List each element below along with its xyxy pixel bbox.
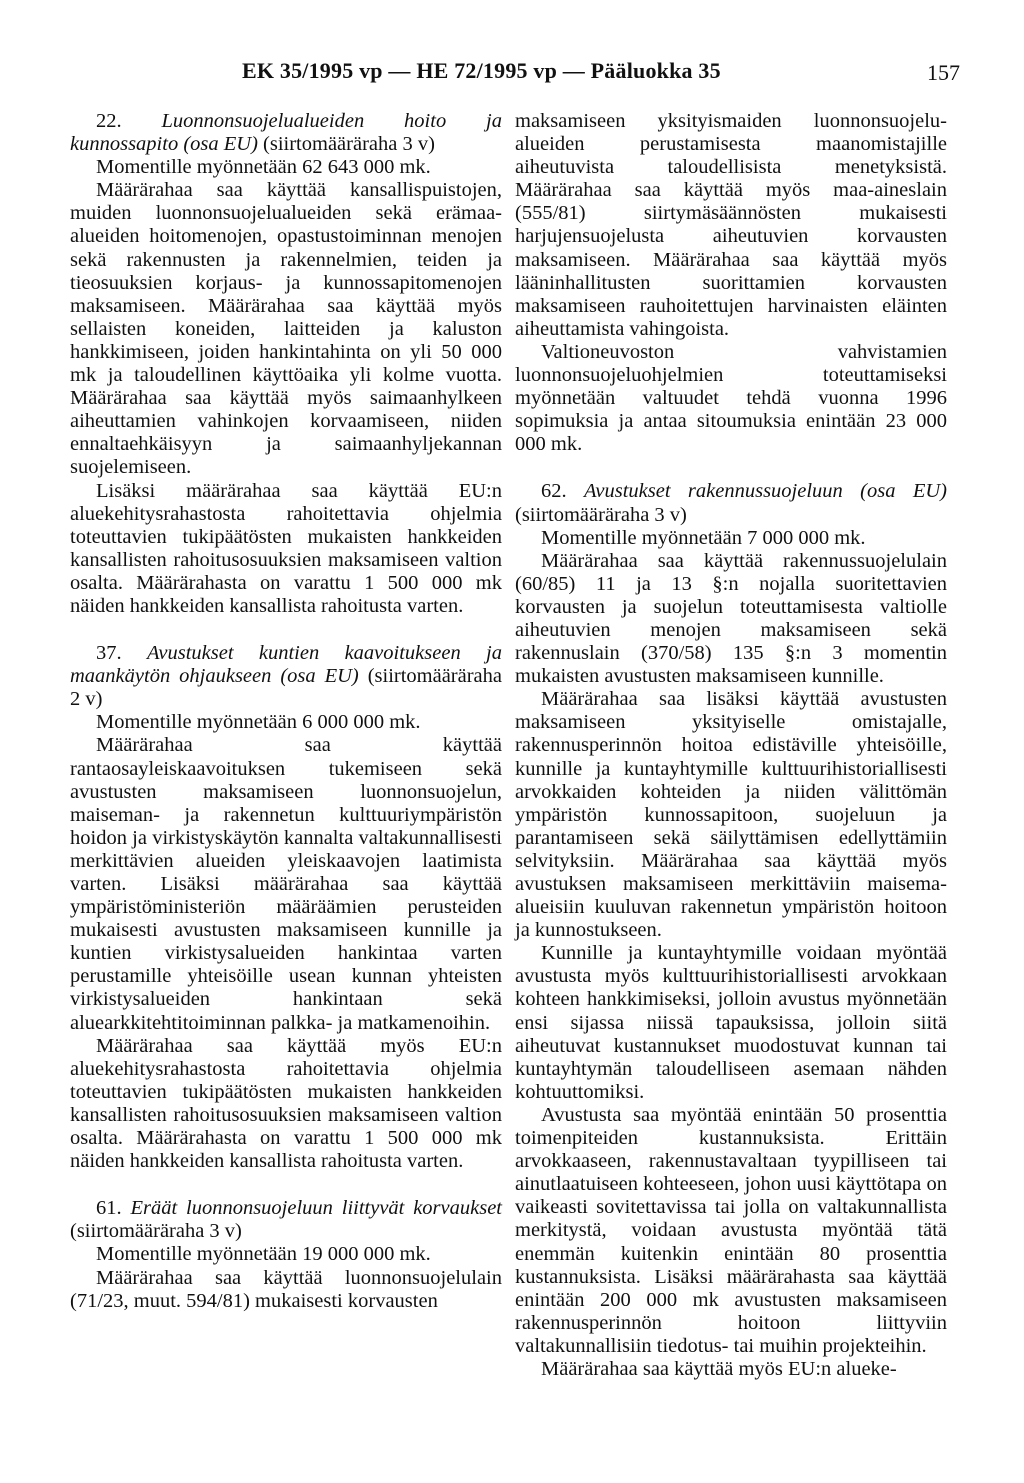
running-head: EK 35/1995 vp — HE 72/1995 vp — Pääluokka 35 (242, 58, 721, 83)
body-paragraph: Valtioneuvoston vahvistamien luonnonsuojeluohjelmien toteuttamiseksi myönnetään valtuudet tehdä vuonna 1996 sopimuksia ja antaa sitoumuksia enintään 23 000 000 mk. (515, 340, 947, 456)
body-paragraph: Määrärahaa saa käyttää luonnonsuojelulain (71/23, muut. 594/81) mukaisesti korvausten (70, 1266, 502, 1312)
body-paragraph: Avustusta saa myöntää enintään 50 prosenttia toimenpiteiden kustannuksista. Erittäin arvokkaaseen, rakennustavaltaan tyypilliseen tai ainutlaatuiseen kohteeseen, johon uusi käyttötapa on vaikeasti sovitettavissa tai jolla on valtakunnallista merkitystä, voidaan avustusta myöntää tätä enemmän kuitenkin enintään 80 prosenttia kustannuksista. Lisäksi määrärahasta saa käyttää enintään 200 000 mk avustusten maksamiseen rakennusperinnön hoitoon liittyviin valtakunnallisiin tiedotus- tai muihin projekteihin. (515, 1103, 947, 1357)
section-number: 61. (96, 1197, 122, 1220)
section-heading-61 (70, 1197, 502, 1243)
section-number: 37. (96, 642, 122, 665)
body-paragraph: Määrärahaa saa lisäksi käyttää avustusten maksamiseen yksityiselle omistajalle, rakennusperinnön hoitoa edistäville yhteisöille, kunnille ja kuntayhtymille kulttuurihistoriallisesti arvokkaiden kohteiden ja niiden välittömän ympäristön kunnossapitoon, suojeluun ja parantamiseen sekä säilyttämisen edellyttämiin selvityksiin. Määrärahaa saa käyttää myös avustuksen maksamiseen merkittäviin maisema-alueisiin kuuluvan rakennetun ympäristön hoitoon ja kunnostukseen. (515, 688, 947, 942)
section-heading-37 (70, 642, 502, 711)
body-paragraph: Määrärahaa saa käyttää rantaosayleiskaavoituksen tukemiseen sekä avustusten maksamiseen luonnonsuojelun, maiseman- ja rakennetun kulttuuriympäristön hoidon ja virkistyskäytön kannalta valtakunnallisesti merkittävien alueiden yleiskaavojen laatimista varten. Lisäksi määrärahaa saa käyttää ympäristöministeriön määräämien perusteiden mukaisesti avustusten maksamiseen kunnille ja kuntien virkistysalueiden hankintaa varten perustamille yhteisöille usean kunnan yhteisten virkistysalueiden hankintaan sekä aluearkkitehtitoiminnan palkka- ja matkamenoihin. (70, 734, 502, 1034)
right-column (515, 110, 947, 1381)
section-title: Luonnonsuojelualueiden hoito ja kunnossapito (osa EU) (70, 110, 502, 156)
section-subtitle: (siirtomääräraha 3 v) (263, 133, 435, 156)
body-paragraph: Kunnille ja kuntayhtymille voidaan myöntää avustusta myös kulttuurihistoriallisesti arvokkaan kohteen hankkimiseksi, jolloin avustus myönnetään ensi sijassa niissä tapauksissa, jolloin siitä aiheutuvat kustannukset muodostuvat kunnan tai kuntayhtymän taloudelliseen asemaan nähden kohtuuttomiksi. (515, 942, 947, 1103)
appropriation-line: Momentille myönnetään 19 000 000 mk. (96, 1243, 431, 1266)
body-paragraph: Lisäksi määrärahaa saa käyttää EU:n aluekehitysrahastosta rahoitettavia ohjelmia toteuttavien tukipäätösten mukaisten hankkeiden kansallisten rahoitusosuuksien maksamiseen valtion osalta. Määrärahasta on varattu 1 500 000 mk näiden hankkeiden kansallista rahoitusta varten. (70, 479, 502, 617)
section-number: 22. (96, 110, 122, 132)
section-heading-22 (70, 110, 502, 156)
section-subtitle: (siirtomääräraha 3 v) (515, 503, 687, 526)
page-header (0, 58, 1024, 98)
appropriation-line: Momentille myönnetään 62 643 000 mk. (96, 156, 431, 179)
section-subtitle: (siirtomääräraha 3 v) (70, 1220, 242, 1243)
section-title: Eräät luonnonsuojeluun liittyvät korvaukset (130, 1197, 503, 1220)
page-number: 157 (927, 60, 960, 85)
left-column (70, 110, 502, 1313)
section-title: Avustukset kuntien kaavoitukseen ja maankäytön ohjaukseen (osa EU) (70, 642, 502, 688)
body-paragraph: Määrärahaa saa käyttää myös EU:n alueke- (541, 1357, 897, 1380)
body-paragraph-continued: maksamiseen yksityismaiden luonnonsuojelualueiden perustamisesta maanomistajille aiheutuvista taloudellisista menetyksistä. Määrärahaa saa käyttää myös maa-aineslain (555/81) siirtymäsäännösten mukaisesti harjujensuojelusta aiheutuvien korvausten maksamiseen. Määrärahaa saa käyttää myös lääninhallitusten suorittamien korvausten maksamiseen rauhoitettujen harvinaisten eläinten aiheuttamista vahingoista. (515, 110, 947, 340)
body-paragraph: Määrärahaa saa käyttää rakennussuojelulain (60/85) 11 ja 13 §:n nojalla suoritettavien korvausten ja suojelun toteuttamisesta valtiolle aiheutuvien menojen maksamiseen sekä rakennuslain (370/58) 135 §:n 3 momentin mukaisten avustusten maksamiseen kunnille. (515, 549, 947, 688)
appropriation-line: Momentille myönnetään 6 000 000 mk. (96, 711, 421, 734)
section-title: Avustukset rakennussuojeluun (osa EU) (584, 480, 947, 503)
appropriation-line: Momentille myönnetään 7 000 000 mk. (541, 526, 866, 549)
body-paragraph: Määrärahaa saa käyttää kansallispuistojen, muiden luonnonsuojelualueiden sekä erämaaalueiden hoitomenojen, opastustoiminnan menojen sekä rakennusten ja rakennelmien, teiden ja tieosuuksien korjaus- ja kunnossapitomenojen maksamiseen. Määrärahaa saa käyttää myös sellaisten koneiden, laitteiden ja kaluston hankkimiseen, joiden hankintahinta on yli 50 000 mk ja taloudellinen käyttöaika yli kolme vuotta. Määrärahaa saa käyttää myös saimaanhylkeen aiheuttamien vahinkojen korvaamiseen, niiden ennaltaehkäisyyn ja saimaanhyljekannan suojelemiseen. (70, 179, 502, 479)
body-paragraph: Määrärahaa saa käyttää myös EU:n aluekehitysrahastosta rahoitettavia ohjelmia toteuttavien tukipäätösten mukaisten hankkeiden kansallisten rahoitusosuuksien maksamiseen valtion osalta. Määrärahasta on varattu 1 500 000 mk näiden hankkeiden kansallista rahoitusta varten. (70, 1034, 502, 1173)
section-number: 62. (541, 480, 567, 503)
section-subtitle: (siirtomääräraha 2 v) (70, 665, 502, 711)
section-heading-62 (515, 480, 947, 526)
